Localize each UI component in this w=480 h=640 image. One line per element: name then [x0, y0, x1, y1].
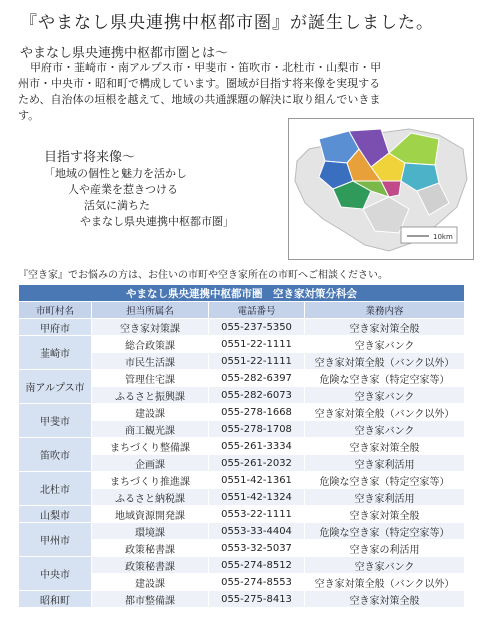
table-row — [19, 557, 465, 574]
cell-dept: 建設課 — [92, 404, 209, 421]
cell-dept: 政策秘書課 — [92, 540, 209, 557]
cell-city: 甲府市 — [19, 319, 92, 336]
page-title: 『やまなし県央連携中枢都市圏』が誕生しました。 — [20, 13, 434, 33]
cell-work: 空き家対策全般 — [305, 438, 465, 455]
about-line: ため、自治体の垣根を越えて、地域の共通課題の解決に取り組んでいきま — [18, 93, 381, 106]
cell-tel: 055-274-8553 — [209, 574, 305, 591]
cell-city: 昭和町 — [19, 591, 92, 608]
cell-dept: 都市整備課 — [92, 591, 209, 608]
cell-dept: まちづくり推進課 — [92, 472, 209, 489]
cell-tel: 055-261-2032 — [209, 455, 305, 472]
table-row — [19, 319, 465, 336]
table-row — [19, 506, 465, 523]
col-header-tel: 電話番号 — [209, 302, 305, 319]
cell-work: 空き家バンク — [305, 387, 465, 404]
cell-tel: 055-282-6073 — [209, 387, 305, 404]
vision-text — [44, 166, 234, 230]
cell-dept: 総合政策課 — [92, 336, 209, 353]
col-header-work: 業務内容 — [305, 302, 465, 319]
cell-work: 空き家利活用 — [305, 489, 465, 506]
cell-city: 甲州市 — [19, 523, 92, 557]
cell-work: 空き家対策全般 — [305, 319, 465, 336]
cell-dept: 商工観光課 — [92, 421, 209, 438]
vision-line: 活気に満ちた — [84, 199, 150, 212]
cell-dept: まちづくり整備課 — [92, 438, 209, 455]
cell-dept: 環境課 — [92, 523, 209, 540]
col-header-dept: 担当所属名 — [92, 302, 209, 319]
about-line: 甲府市・韮崎市・南アルプス市・甲斐市・笛吹市・北杜市・山梨市・甲 — [30, 61, 382, 74]
cell-tel: 0551-22-1111 — [209, 353, 305, 370]
cell-tel: 055-282-6397 — [209, 370, 305, 387]
cell-city: 韮崎市 — [19, 336, 92, 370]
about-line: 州市・中央市・昭和町で構成しています。圏域が目指す将来像を実現する — [18, 77, 381, 90]
vision-line: 人や産業を惹きつける — [68, 183, 178, 196]
cell-tel: 055-237-5350 — [209, 319, 305, 336]
cell-work: 空き家対策全般（バンク以外） — [305, 353, 465, 370]
cell-tel: 055-275-8413 — [209, 591, 305, 608]
map-scale-label: 10km — [433, 233, 453, 241]
col-header-city: 市町村名 — [19, 302, 92, 319]
consult-notice: 『空き家』でお悩みの方は、お住いの市町や空き家所在の市町へご相談ください。 — [18, 270, 388, 281]
table-row — [19, 591, 465, 608]
about-line: す。 — [18, 109, 40, 122]
table-row — [19, 472, 465, 489]
vision-heading: 目指す将来像～ — [44, 150, 136, 165]
cell-work: 空き家バンク — [305, 421, 465, 438]
cell-work: 空き家の利活用 — [305, 540, 465, 557]
cell-tel: 0551-42-1324 — [209, 489, 305, 506]
vision-line: やまなし県央連携中枢都市圏」 — [80, 215, 234, 228]
table-row — [19, 404, 465, 421]
cell-work: 空き家対策全般 — [305, 506, 465, 523]
table-row — [19, 336, 465, 353]
table-body — [19, 319, 465, 608]
cell-tel: 055-274-8512 — [209, 557, 305, 574]
cell-tel: 055-278-1708 — [209, 421, 305, 438]
cell-tel: 0553-33-4404 — [209, 523, 305, 540]
cell-work: 空き家対策全般 — [305, 591, 465, 608]
cell-dept: 空き家対策課 — [92, 319, 209, 336]
cell-dept: ふるさと振興課 — [92, 387, 209, 404]
cell-work: 空き家利活用 — [305, 455, 465, 472]
cell-dept: 企画課 — [92, 455, 209, 472]
table-row — [19, 523, 465, 540]
cell-work: 危険な空き家（特定空家等） — [305, 523, 465, 540]
cell-tel: 0551-42-1361 — [209, 472, 305, 489]
cell-tel: 055-278-1668 — [209, 404, 305, 421]
cell-work: 空き家対策全般（バンク以外） — [305, 404, 465, 421]
cell-dept: 政策秘書課 — [92, 557, 209, 574]
cell-tel: 0553-32-5037 — [209, 540, 305, 557]
cell-city: 甲斐市 — [19, 404, 92, 438]
contact-table — [18, 284, 465, 608]
cell-city: 山梨市 — [19, 506, 92, 523]
cell-dept: 市民生活課 — [92, 353, 209, 370]
table-row — [19, 438, 465, 455]
vision-line: 「地域の個性と魅力を活かし — [44, 167, 187, 180]
cell-work: 危険な空き家（特定空家等） — [305, 472, 465, 489]
about-heading: やまなし県央連携中枢都市圏とは～ — [20, 46, 229, 61]
cell-work: 空き家対策全般（バンク以外） — [305, 574, 465, 591]
cell-tel: 055-261-3334 — [209, 438, 305, 455]
table-row — [19, 370, 465, 387]
cell-city: 中央市 — [19, 557, 92, 591]
cell-tel: 0551-22-1111 — [209, 336, 305, 353]
cell-dept: ふるさと納税課 — [92, 489, 209, 506]
cell-work: 空き家バンク — [305, 336, 465, 353]
cell-dept: 管理住宅課 — [92, 370, 209, 387]
table-band-title: やまなし県央連携中枢都市圏 空き家対策分科会 — [19, 285, 465, 302]
region-map — [288, 118, 474, 260]
cell-dept: 地域資源開発課 — [92, 506, 209, 523]
cell-work: 危険な空き家（特定空家等） — [305, 370, 465, 387]
cell-city: 北杜市 — [19, 472, 92, 506]
map-figure — [289, 119, 473, 259]
cell-city: 南アルプス市 — [19, 370, 92, 404]
about-text — [18, 60, 468, 124]
cell-city: 笛吹市 — [19, 438, 92, 472]
cell-work: 空き家バンク — [305, 557, 465, 574]
cell-dept: 建設課 — [92, 574, 209, 591]
cell-tel: 0553-22-1111 — [209, 506, 305, 523]
